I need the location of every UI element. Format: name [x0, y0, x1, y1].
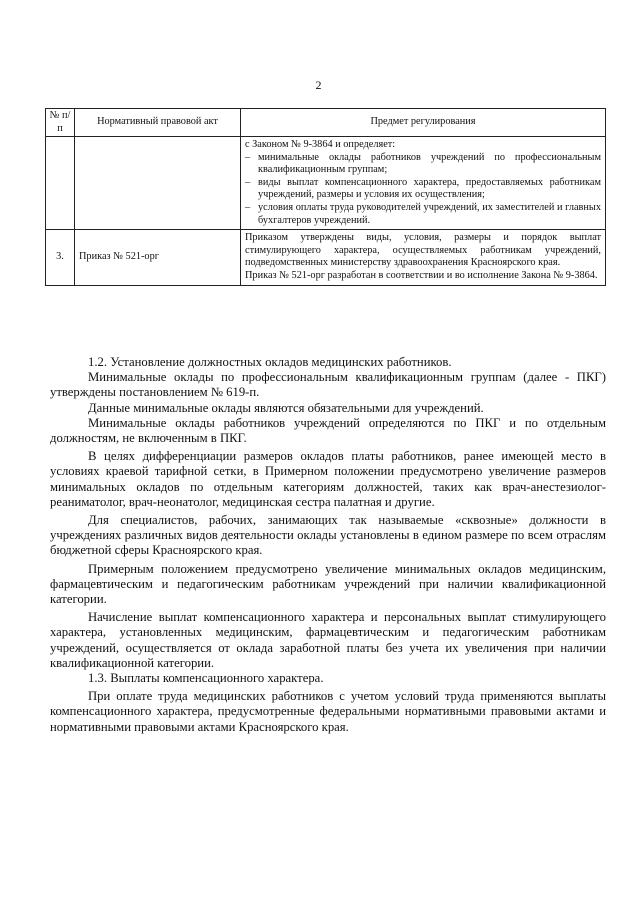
- section-heading: 1.3. Выплаты компенсационного характера.: [88, 671, 324, 686]
- paragraph: В целях дифференциации размеров окладов платы работников, ранее имеющей место в условиях краевой тарифной сетки, в Примерном положении предусмотрено увеличение размеров минимальных окладов по отдельным категориям должностей, таких как врач-анестезиолог-реаниматолог, врач-неонатолог, медицинская сестра палатная и другие.: [50, 449, 606, 509]
- row-cont-subject: [241, 137, 606, 230]
- paragraph: Данные минимальные оклады являются обязательными для учреждений.: [88, 400, 484, 415]
- list-item-text: условия оплаты труда руководителей учреждений, их заместителей и главных бухгалтеров учреждений.: [258, 201, 601, 226]
- paragraph: Минимальные оклады работников учреждений определяются по ПКГ и по отдельным должностям, не включенным в ПКГ.: [50, 415, 606, 446]
- table-row: [46, 230, 606, 285]
- regulation-table: [45, 108, 606, 286]
- row-cont-act: [75, 137, 241, 230]
- row-cont-intro: с Законом № 9-3864 и определяет:: [245, 139, 396, 150]
- paragraph: Для специалистов, рабочих, занимающих так называемые «сквозные» должности в учреждениях различных видов деятельности оклады установлены в едином размере по всем отраслям бюджетной сферы Красноярского края.: [50, 513, 606, 558]
- header-subject: Предмет регулирования: [241, 109, 606, 137]
- row3-subject: [241, 230, 606, 285]
- page-number: 2: [315, 78, 322, 92]
- paragraph: Минимальные оклады по профессиональным квалификационным группам (далее - ПКГ) утверждены постановлением № 619-п.: [50, 370, 606, 400]
- header-num: № п/п: [46, 109, 75, 137]
- row3-p1: Приказом утверждены виды, условия, размеры и порядок выплат стимулирующего характера, осуществляемых работникам учреждений, подведомственных министерству здравоохранения Красноярского края.: [245, 232, 601, 269]
- list-item: – минимальные оклады работников учреждений по профессиональным квалификационным группам;: [245, 151, 601, 176]
- list-item: – условия оплаты труда руководителей учреждений, их заместителей и главных бухгалтеров учреждений.: [245, 201, 601, 226]
- table-header-row: [46, 109, 606, 137]
- row3-num: 3.: [46, 230, 75, 285]
- section-heading: 1.2. Установление должностных окладов медицинских работников.: [88, 355, 452, 369]
- paragraph: Начисление выплат компенсационного характера и персональных выплат стимулирующего характера, установленных медицинским, фармацевтическим и педагогическим работникам учреждений, осуществляется от оклада заработной платы без учета их увеличения при наличии квалификационной категории.: [50, 610, 606, 670]
- row3-act: Приказ № 521-орг: [75, 230, 241, 285]
- table-row: [46, 137, 606, 230]
- paragraph: При оплате труда медицинских работников с учетом условий труда применяются выплаты компенсационного характера, предусмотренные федеральными нормативными правовыми актами и нормативными правовыми актами Красноярского края.: [50, 689, 606, 734]
- paragraph: Примерным положением предусмотрено увеличение минимальных окладов медицинским, фармацевтическим и педагогическим работникам учреждений при наличии квалификационной категории.: [50, 561, 606, 607]
- list-item: – виды выплат компенсационного характера, предоставляемых работникам учреждений, размеры и условия их осуществления;: [245, 176, 601, 201]
- row3-p2: Приказ № 521-орг разработан в соответствии и во исполнение Закона № 9-3864.: [245, 269, 598, 281]
- row-cont-list: [245, 152, 601, 228]
- document-body: [50, 355, 606, 735]
- list-item-text: виды выплат компенсационного характера, предоставляемых работникам учреждений, размеры и условия их осуществления;: [258, 176, 601, 201]
- row-cont-num: [46, 137, 75, 230]
- list-item-text: минимальные оклады работников учреждений по профессиональным квалификационным группам;: [258, 151, 601, 176]
- header-act: Нормативный правовой акт: [75, 109, 241, 137]
